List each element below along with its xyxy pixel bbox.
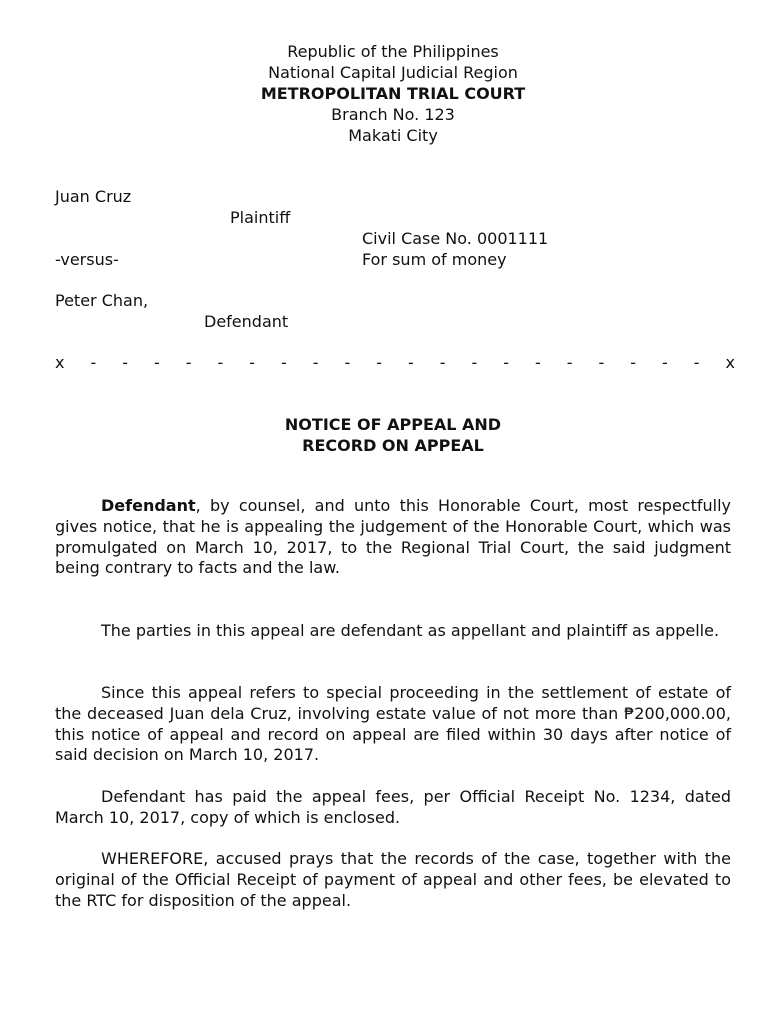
separator-dash: -	[693, 353, 700, 372]
separator-end-left: x	[55, 353, 65, 372]
separator-dash: -	[598, 353, 605, 372]
separator-dash: -	[344, 353, 351, 372]
separator-dash: -	[376, 353, 382, 372]
republic-line: Republic of the Philippines	[287, 42, 499, 61]
separator-dash: -	[90, 353, 97, 372]
separator-dash: -	[185, 353, 192, 372]
paragraph-wherefore: WHEREFORE, accused prays that the records of the case, together with the original of the Official Receipt of payment of appeal and other fees, be elevated to the RTC for disposition of the appeal.	[55, 849, 731, 910]
separator-dash: -	[661, 353, 668, 372]
separator-dash: -	[312, 353, 319, 372]
separator-dash: -	[153, 353, 160, 372]
case-number: Civil Case No. 0001111	[362, 229, 549, 248]
defendant-role: Defendant	[204, 312, 289, 331]
paragraph-notice-text: , by counsel, and unto this Honorable Court, most respectfully gives notice, that he is appealing the judgement of the Honorable Court, which was promulgated on March 10, 2017, to the Regional Trial Court, the said judgment being contrary to facts and the law.	[55, 496, 731, 578]
document-title	[0, 414, 768, 456]
plaintiff-role: Plaintiff	[230, 208, 291, 227]
separator-dash: -	[280, 353, 287, 372]
title-line-1: NOTICE OF APPEAL AND	[284, 415, 502, 434]
separator-dash: -	[249, 353, 255, 372]
separator-dash: -	[407, 353, 414, 372]
paragraph-notice	[55, 496, 731, 579]
separator-dash: -	[122, 353, 128, 372]
plaintiff-name: Juan Cruz	[55, 187, 132, 206]
branch-line: Branch No. 123	[331, 105, 455, 124]
separator-dash: -	[566, 353, 573, 372]
case-nature: For sum of money	[362, 250, 507, 269]
paragraph-parties: The parties in this appeal are defendant as appellant and plaintiff as appelle.	[101, 621, 720, 640]
separator-dash: -	[439, 353, 446, 372]
separator-dash: -	[503, 353, 509, 372]
versus-label: -versus-	[55, 250, 119, 269]
court-header	[0, 41, 768, 146]
court-name: METROPOLITAN TRIAL COURT	[260, 84, 526, 103]
paragraph-proceeding: Since this appeal refers to special proceeding in the settlement of estate of the deceased Juan dela Cruz, involving estate value of not more than ₱200,000.00, this notice of appeal and record on appeal are filed within 30 days after notice of said decision on March 10, 2017.	[55, 683, 731, 765]
paragraph-lead-defendant: Defendant	[101, 496, 196, 515]
paragraph-fees: Defendant has paid the appeal fees, per Official Receipt No. 1234, dated March 10, 2017, copy of which is enclosed.	[55, 787, 731, 827]
title-line-2: RECORD ON APPEAL	[302, 436, 484, 455]
separator-end-right: x	[725, 353, 735, 372]
caption-separator	[55, 352, 735, 373]
defendant-name: Peter Chan,	[55, 291, 149, 310]
separator-dash: -	[471, 353, 478, 372]
separator-dash: -	[217, 353, 224, 372]
region-line: National Capital Judicial Region	[268, 63, 518, 82]
separator-dash: -	[534, 353, 541, 372]
separator-dash: -	[630, 353, 636, 372]
city-line: Makati City	[348, 126, 438, 145]
